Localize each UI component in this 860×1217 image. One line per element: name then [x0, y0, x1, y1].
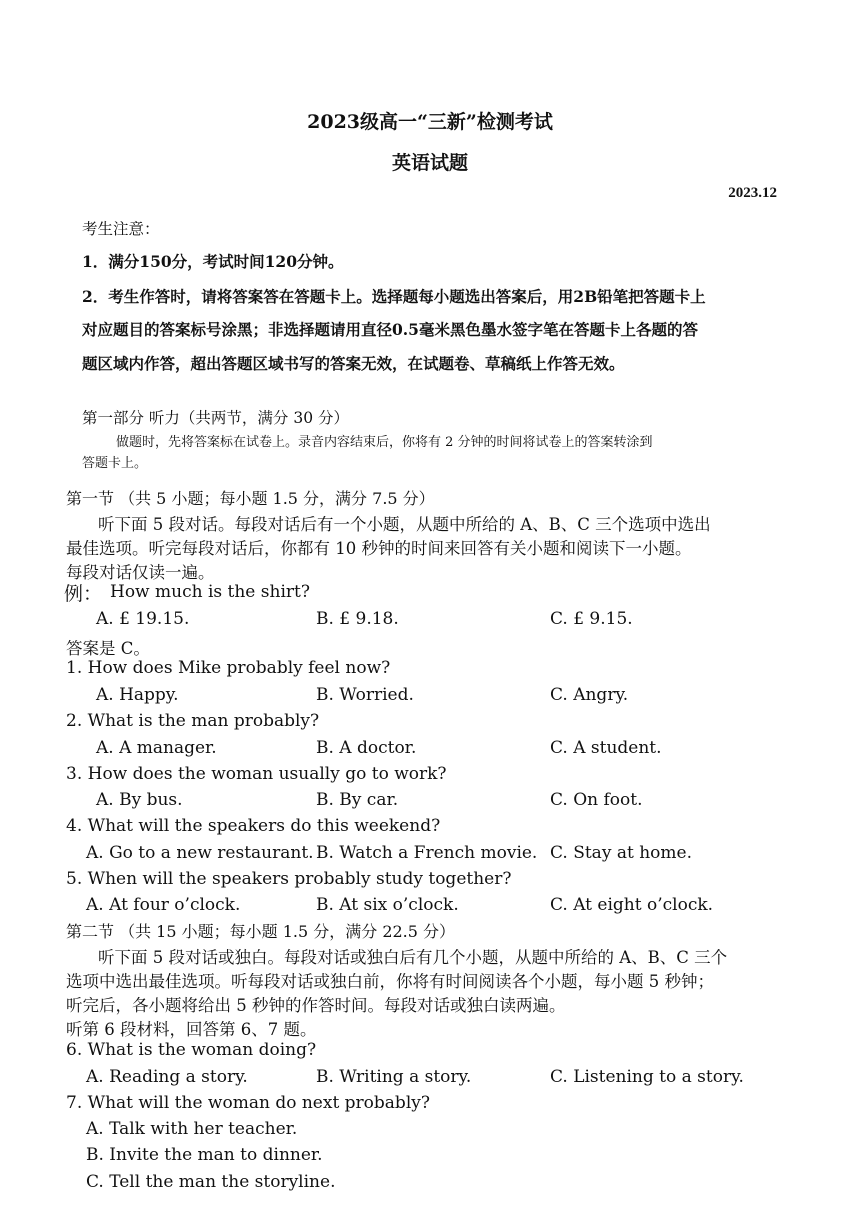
q4-option-b: B. Watch a French movie.: [316, 843, 538, 863]
section2-instruction-line-3: 听完后，各小题将给出 5 秒钟的作答时间。每段对话或独白读两遍。: [66, 996, 566, 1015]
q7-option-a: A. Talk with her teacher.: [86, 1119, 298, 1139]
exam-subtitle: 英语试题: [391, 152, 468, 174]
q4-option-a: A. Go to a new restaurant.: [86, 843, 314, 863]
notice-item-2-line-1: 2．考生作答时，请将答案答在答题卡上。选择题每小题选出答案后，用2B铅笔把答题卡上: [82, 287, 706, 306]
example-option-c: C. £ 9.15.: [550, 609, 633, 629]
question-2: 2. What is the man probably?: [66, 711, 320, 731]
q2-option-c: C. A student.: [550, 738, 662, 758]
q6-option-c: C. Listening to a story.: [550, 1067, 744, 1087]
example-answer: 答案是 C。: [66, 639, 150, 658]
notice-label: 考生注意：: [82, 220, 160, 238]
q3-option-b: B. By car.: [316, 790, 399, 810]
q2-option-b: B. A doctor.: [316, 738, 417, 758]
q1-option-b: B. Worried.: [316, 685, 414, 705]
section2-instruction-line-2: 选项中选出最佳选项。听每段对话或独白前，你将有时间阅读各个小题，每小题 5 秒钟；: [66, 972, 714, 991]
part1-instruction-line-2: 答题卡上。: [82, 456, 148, 471]
q1-option-a: A. Happy.: [96, 685, 179, 705]
question-5: 5. When will the speakers probably study together?: [66, 869, 512, 889]
q1-option-c: C. Angry.: [550, 685, 629, 705]
example-label: 例：: [64, 583, 103, 605]
q2-option-a: A. A manager.: [96, 738, 217, 758]
notice-item-2-line-2: 对应题目的答案标号涂黑；非选择题请用直径0.5毫米黑色墨水签字笔在答题卡上各题的答: [82, 320, 698, 339]
question-6: 6. What is the woman doing?: [66, 1040, 317, 1060]
q6-option-b: B. Writing a story.: [316, 1067, 472, 1087]
question-1: 1. How does Mike probably feel now?: [66, 658, 391, 678]
q7-option-b: B. Invite the man to dinner.: [86, 1145, 323, 1165]
q3-option-a: A. By bus.: [96, 790, 183, 810]
question-3: 3. How does the woman usually go to work?: [66, 764, 447, 784]
q7-option-c: C. Tell the man the storyline.: [86, 1172, 336, 1192]
section1-instruction-line-3: 每段对话仅读一遍。: [66, 563, 215, 582]
question-4: 4. What will the speakers do this weekend?: [66, 816, 441, 836]
q5-option-b: B. At six o’clock.: [316, 895, 459, 915]
example-option-a: A. £ 19.15.: [96, 609, 190, 629]
exam-date: 2023.12: [728, 185, 777, 201]
q5-option-c: C. At eight o’clock.: [550, 895, 714, 915]
q3-option-c: C. On foot.: [550, 790, 643, 810]
section1-title: 第一节 （共 5 小题；每小题 1.5 分，满分 7.5 分）: [66, 489, 435, 508]
section1-instruction-line-1: 听下面 5 段对话。每段对话后有一个小题，从题中所给的 A、B、C 三个选项中选出: [98, 515, 711, 534]
part1-title: 第一部分 听力（共两节，满分 30 分）: [82, 409, 350, 427]
section2-title: 第二节 （共 15 小题；每小题 1.5 分，满分 22.5 分）: [66, 922, 456, 941]
q5-option-a: A. At four o’clock.: [86, 895, 241, 915]
q6-option-a: A. Reading a story.: [86, 1067, 248, 1087]
part1-instruction-line-1: 做题时，先将答案标在试卷上。录音内容结束后，你将有 2 分钟的时间将试卷上的答案转涂到: [116, 435, 653, 450]
question-7: 7. What will the woman do next probably?: [66, 1093, 430, 1113]
q4-option-c: C. Stay at home.: [550, 843, 692, 863]
example-question: How much is the shirt?: [110, 582, 310, 602]
section2-instruction-line-1: 听下面 5 段对话或独白。每段对话或独白后有几个小题，从题中所给的 A、B、C 三个: [98, 948, 728, 967]
material-note: 听第 6 段材料，回答第 6、7 题。: [66, 1020, 317, 1039]
section1-instruction-line-2: 最佳选项。听完每段对话后，你都有 10 秒钟的时间来回答有关小题和阅读下一小题。: [66, 539, 692, 558]
example-option-b: B. £ 9.18.: [316, 609, 399, 629]
notice-item-1: 1．满分150分，考试时间120分钟。: [82, 252, 344, 271]
exam-title: 2023级高一“三新”检测考试: [307, 111, 553, 133]
notice-item-2-line-3: 题区域内作答，超出答题区域书写的答案无效，在试题卷、草稿纸上作答无效。: [82, 354, 625, 373]
